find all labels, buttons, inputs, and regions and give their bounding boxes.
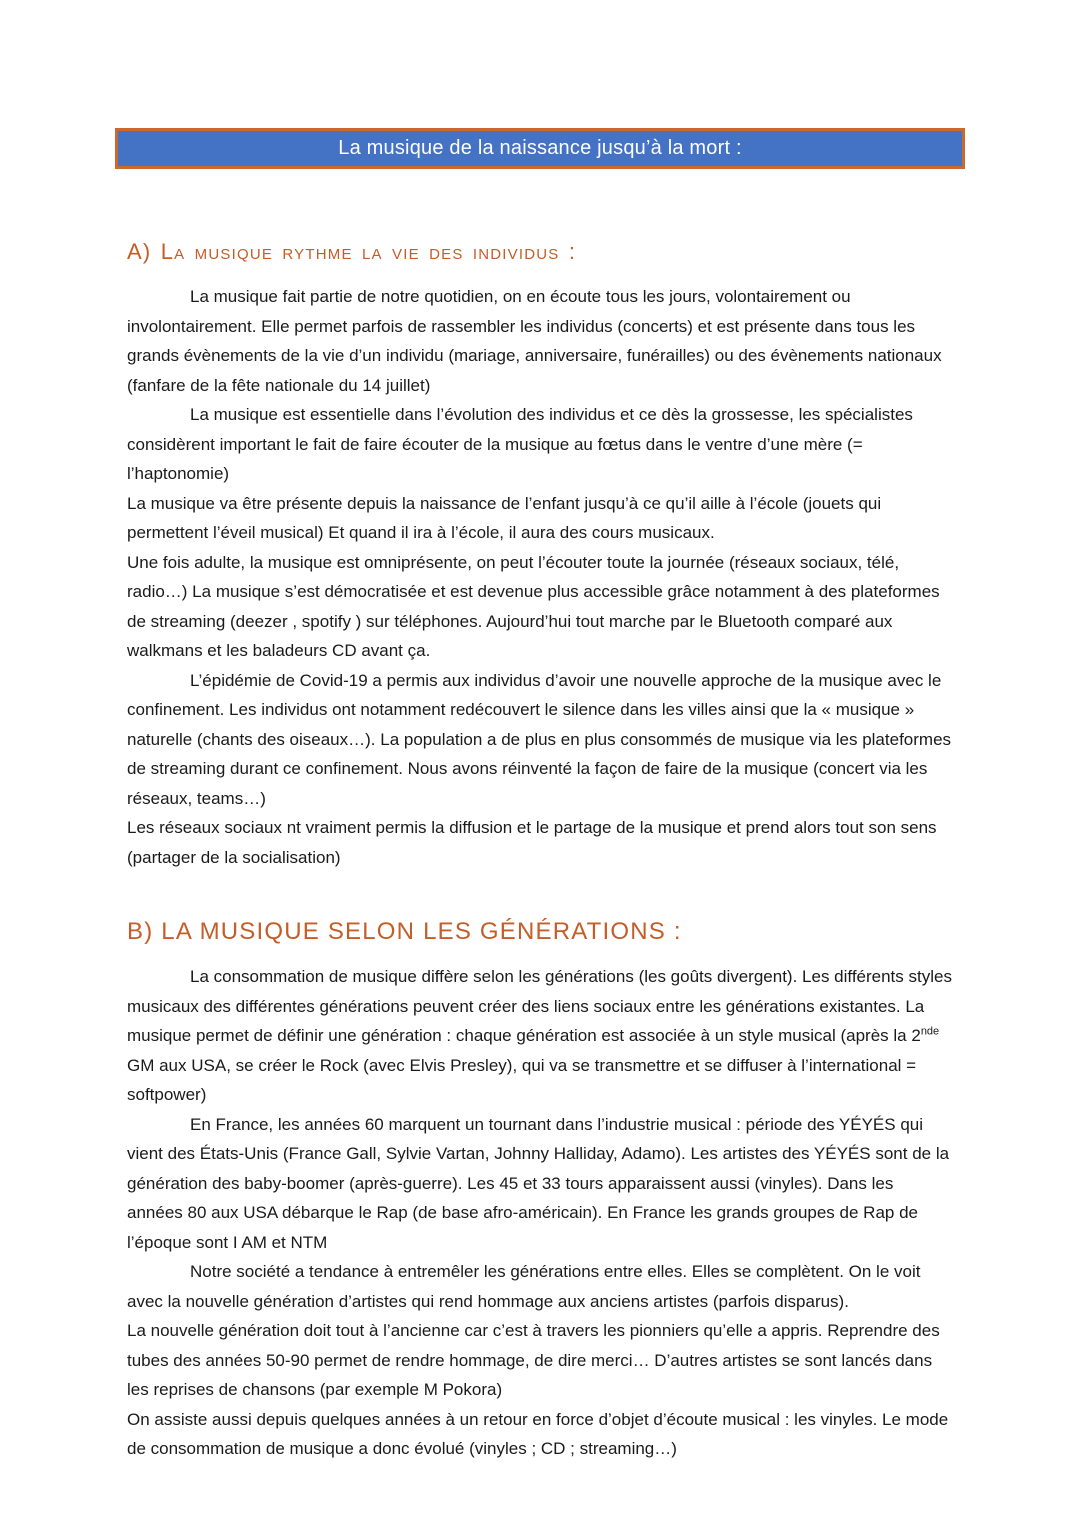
paragraph-text: GM aux USA, se créer le Rock (avec Elvis Presley), qui va se transmettre et se diffuser à l’international = softpower) [127,1055,917,1104]
superscript-ordinal: nde [920,1025,940,1038]
section-a-paragraph-3: La musique va être présente depuis la naissance de l’enfant jusqu’à ce qu’il aille à l’école (jouets qui permettent l’éveil musical) Et quand il ira à l’école, il aura des cours musicaux. [127,493,882,542]
section-b-paragraph-1 [127,962,953,1110]
section-a-paragraph-1: La musique fait partie de notre quotidien, on en écoute tous les jours, volontairement ou involontairement. Elle permet parfois de rassembler les individus (concerts) et est présente dans tous les grands évènements de la vie d’un individu (mariage, anniversaire, funérailles) ou des évènements nationaux (fanfare de la fête nationale du 14 juillet) [127,287,942,395]
section-b-paragraph-2: En France, les années 60 marquent un tournant dans l’industrie musical : période des YÉYÉS qui vient des États-Unis (France Gall, Sylvie Vartan, Johnny Halliday, Adamo). Les artistes des YÉYÉS sont de la génération des baby-boomer (après-guerre). Les 45 et 33 tours apparaissent aussi (vinyles). Dans les années 80 aux USA débarque le Rap (de base afro-américain). En France les grands groupes de Rap de l’époque sont I AM et NTM [127,1114,950,1252]
section-a-paragraph-4: Une fois adulte, la musique est omniprésente, on peut l’écouter toute la journée (réseaux sociaux, télé, radio…) La musique s’est démocratisée et est devenue plus accessible grâce notamment à des plateformes de streaming (deezer , spotify ) sur téléphones. Aujourd’hui tout marche par le Bluetooth comparé aux walkmans et les baladeurs CD avant ça. [127,552,940,660]
section-b-paragraph-5: On assiste aussi depuis quelques années à un retour en force d’objet d’écoute musical : les vinyles. Le mode de consommation de musique a donc évolué (vinyles ; CD ; streaming…) [127,1409,949,1458]
section-a-paragraph-2: La musique est essentielle dans l’évolution des individus et ce dès la grossesse, les spécialistes considèrent important le fait de faire écouter de la musique au fœtus dans le ventre d’une mère (= l’haptonomie) [127,405,913,483]
title-banner [115,128,965,169]
section-b-paragraph-4: La nouvelle génération doit tout à l’ancienne car c’est à travers les pionniers qu’elle a appris. Reprendre des tubes des années 50-90 permet de rendre hommage, de dire merci… D’autres artistes se sont lancés dans les reprises de chansons (par exemple M Pokora) [127,1321,940,1399]
section-a-paragraph-6: Les réseaux sociaux nt vraiment permis la diffusion et le partage de la musique et prend alors tout son sens (partager de la socialisation) [127,818,937,867]
paragraph-text: La consommation de musique diffère selon les générations (les goûts divergent). Les différents styles musicaux des différentes générations peuvent créer des liens sociaux entre les générations existantes. La musique permet de définir une génération : chaque génération est associée à un style musical (après la 2 [127,967,952,1045]
section-b-heading: B) LA MUSIQUE SELON LES GÉNÉRATIONS : [127,918,682,945]
section-b-paragraph-3: Notre société a tendance à entremêler les générations entre elles. Elles se complètent. On le voit avec la nouvelle génération d’artistes qui rend hommage aux anciens artistes (parfois disparus). [127,1262,921,1311]
section-a-paragraph-5: L’épidémie de Covid-19 a permis aux individus d’avoir une nouvelle approche de la musique avec le confinement. Les individus ont notamment redécouvert le silence dans les villes ainsi que la « musique » naturelle (chants des oiseaux…). La population a de plus en plus consommés de musique via les plateformes de streaming durant ce confinement. Nous avons réinventé la façon de faire de la musique (concert via les réseaux, teams…) [127,670,952,808]
section-a-heading: A) La musique rythme la vie des individus : [127,239,577,264]
document-title: La musique de la naissance jusqu’à la mort : [338,137,742,159]
